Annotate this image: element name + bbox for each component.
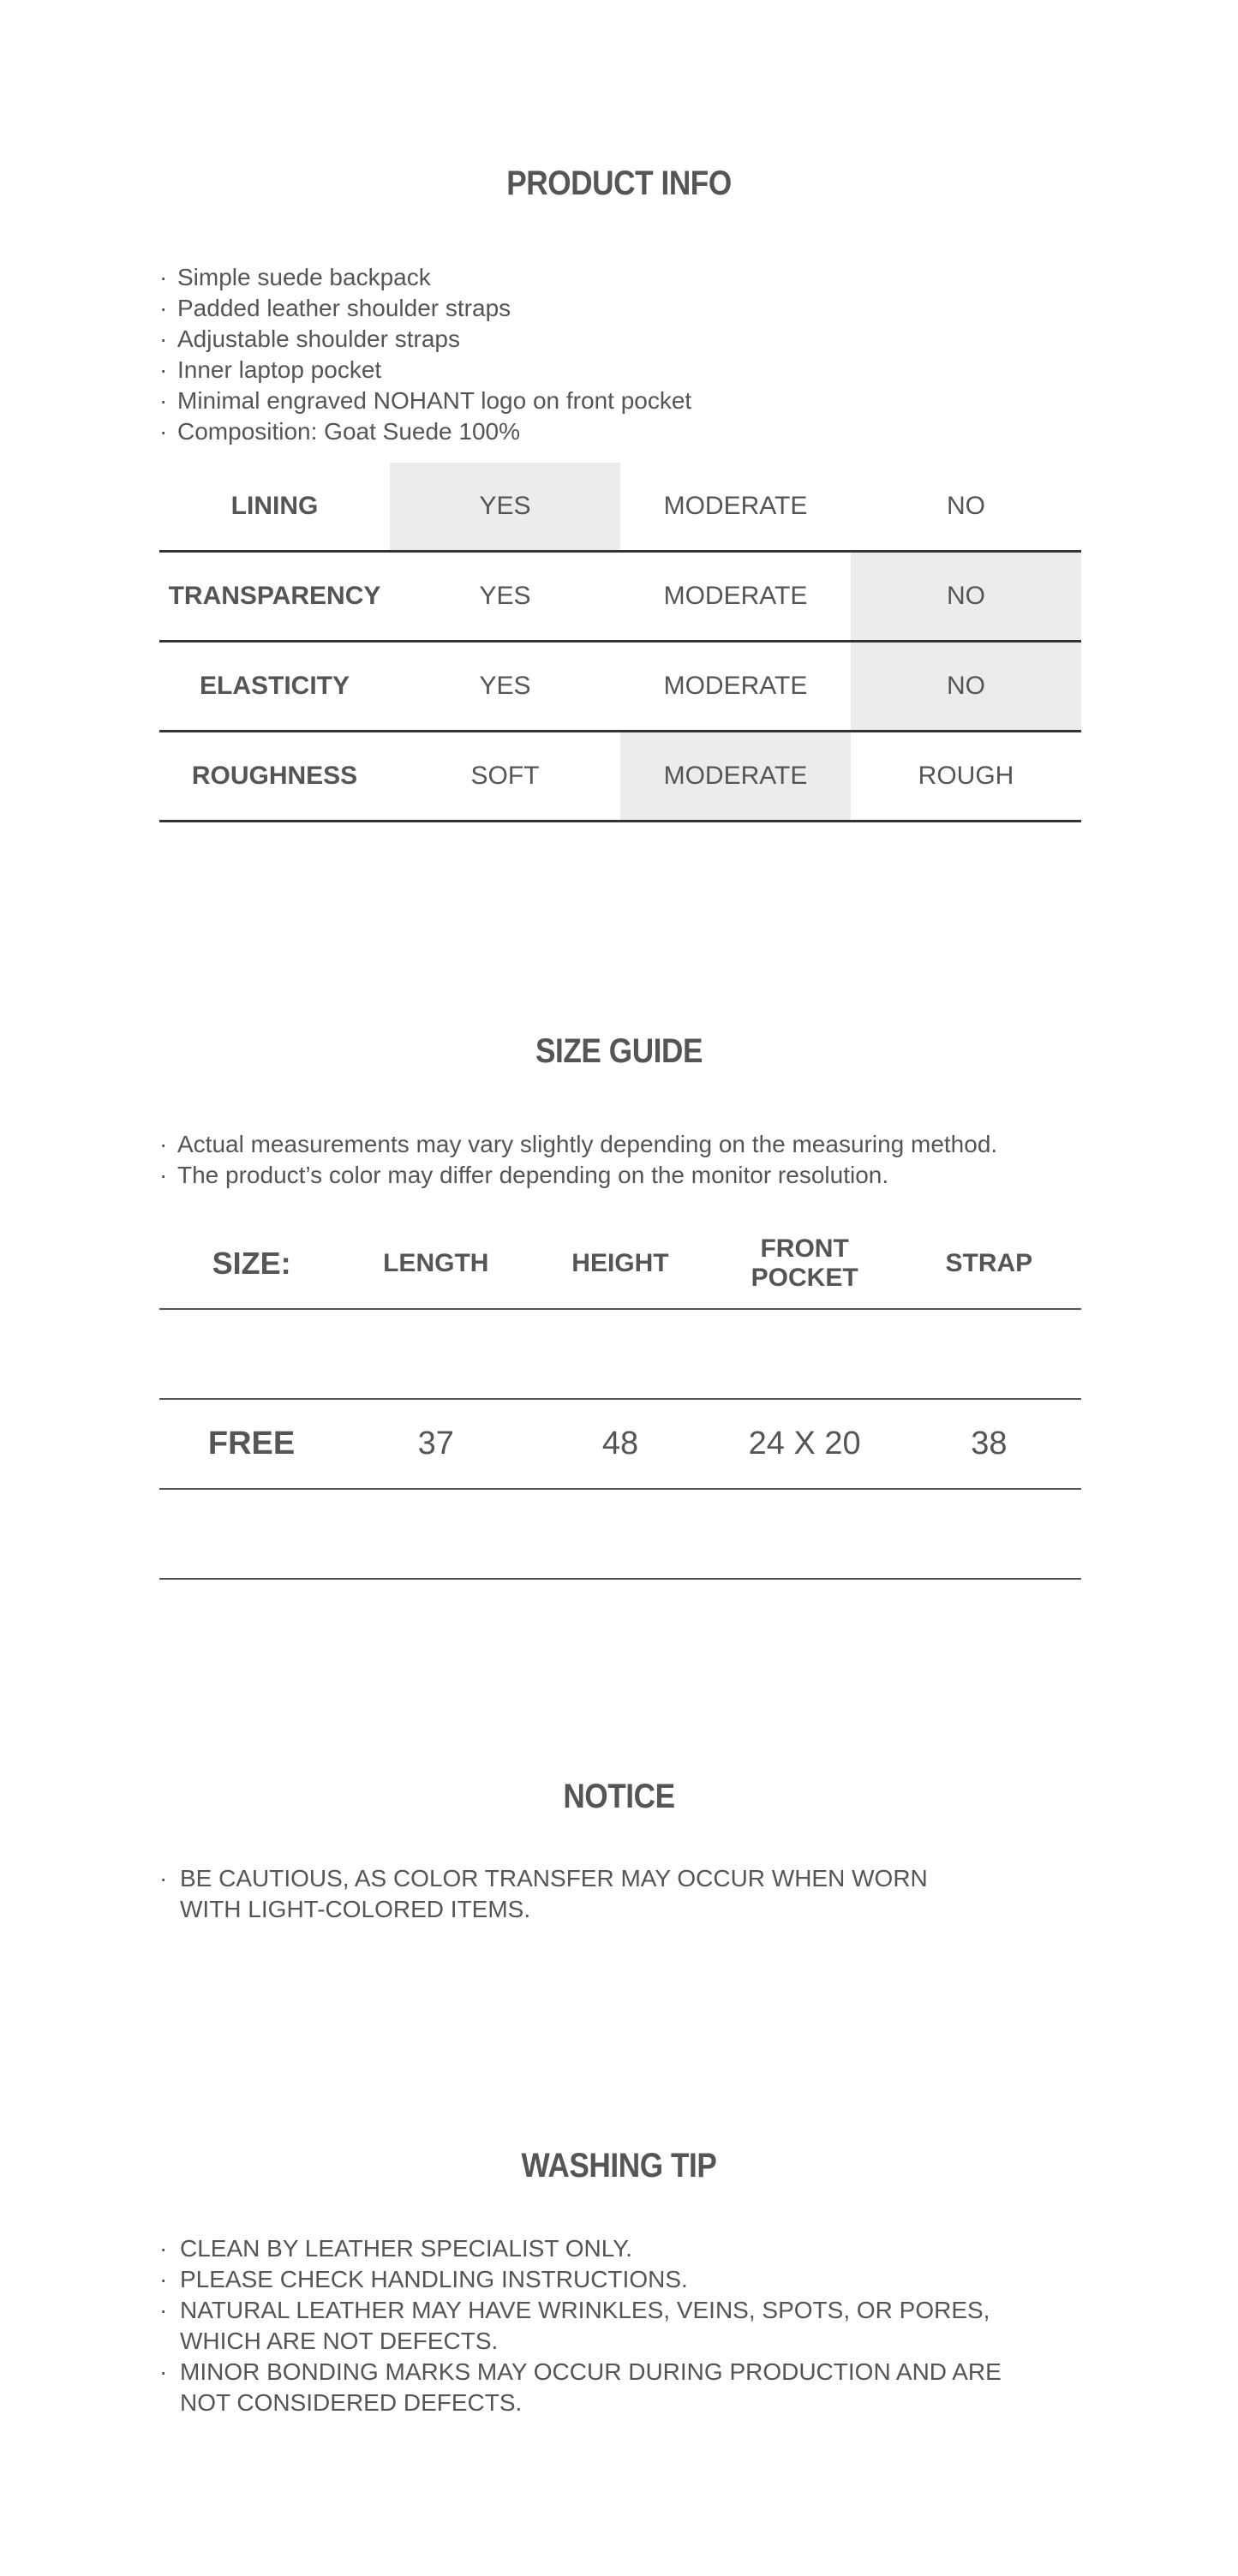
bullet-dot: · [159,2266,168,2292]
info-row-label: LINING [230,492,319,520]
size-table-empty-row [159,1490,1081,1580]
info-row-elasticity [159,643,1081,732]
size-table [159,1218,1081,1580]
size-header-cell: LENGTH [383,1248,489,1277]
size-value-cell: 48 [601,1425,639,1461]
bullet-item [159,1160,997,1191]
bullet-item [159,2295,1002,2357]
info-row-roughness [159,732,1081,822]
bullet-dot: · [159,418,168,445]
bullet-item [159,324,691,355]
info-row-label: ROUGHNESS [191,762,358,790]
info-row-label: TRANSPARENCY [168,582,381,610]
bullet-item [159,1129,997,1160]
bullet-item [159,355,691,386]
info-option: ROUGH [918,762,1014,790]
product-info-bullets [159,262,691,447]
size-guide-title: SIZE GUIDE [535,1032,703,1070]
info-row-lining [159,463,1081,553]
bullet-dot: · [159,2358,168,2385]
info-option-selected: MODERATE [620,732,851,820]
bullet-text: Padded leather shoulder straps [177,295,511,321]
bullet-item [159,2264,1002,2295]
bullet-dot: · [159,356,168,383]
bullet-item [159,416,691,447]
notice-title: NOTICE [563,1778,675,1815]
bullet-text: PLEASE CHECK HANDLING INSTRUCTIONS. [180,2266,688,2292]
washing-tip-title: WASHING TIP [521,2147,717,2185]
bullet-item [159,262,691,293]
bullet-dot: · [159,295,168,321]
size-header-cell: HEIGHT [571,1248,669,1277]
size-label-cell: FREE [207,1425,296,1461]
bullet-item [159,2233,1002,2264]
bullet-text: BE CAUTIOUS, AS COLOR TRANSFER MAY OCCUR WHEN WORN WITH LIGHT-COLORED ITEMS. [180,1865,928,1922]
bullet-text: Actual measurements may vary slightly depending on the measuring method. [177,1131,998,1157]
size-table-empty-row [159,1310,1081,1400]
bullet-dot: · [159,1865,168,1892]
bullet-dot: · [159,1131,168,1157]
info-option: MODERATE [663,492,808,520]
bullet-dot: · [159,2235,168,2262]
bullet-dot: · [159,1162,168,1188]
size-table-header [159,1218,1081,1310]
size-header-cell: FRONT POCKET [751,1234,858,1292]
bullet-dot: · [159,326,168,352]
bullet-text: NATURAL LEATHER MAY HAVE WRINKLES, VEINS, SPOTS, OR PORES, WHICH ARE NOT DEFECTS. [180,2297,990,2354]
bullet-text: Minimal engraved NOHANT logo on front pocket [177,387,692,414]
bullet-item [159,386,691,416]
info-option-selected: NO [851,643,1081,730]
bullet-item [159,293,691,324]
info-option: YES [479,672,531,700]
size-header-cell: SIZE: [212,1245,291,1281]
bullet-dot: · [159,2297,168,2323]
bullet-text: Inner laptop pocket [177,356,382,383]
size-header-cell: STRAP [945,1248,1033,1277]
washing-tip-bullets [159,2233,1002,2418]
bullet-item [159,1863,928,1925]
bullet-dot: · [159,387,168,414]
bullet-dot: · [159,264,168,290]
info-option: NO [947,492,985,520]
bullet-text: CLEAN BY LEATHER SPECIALIST ONLY. [180,2235,633,2262]
size-value-cell: 37 [417,1425,454,1461]
size-row [159,1400,1081,1490]
info-row-transparency [159,553,1081,643]
info-option: SOFT [470,762,540,790]
bullet-text: Simple suede backpack [177,264,431,290]
bullet-text: The product’s color may differ depending on the monitor resolution. [177,1162,889,1188]
bullet-text: MINOR BONDING MARKS MAY OCCUR DURING PRODUCTION AND ARE NOT CONSIDERED DEFECTS. [180,2358,1002,2416]
product-info-table [159,463,1081,822]
size-value-cell: 38 [971,1425,1008,1461]
product-info-title: PRODUCT INFO [506,164,732,202]
info-option-selected: NO [851,553,1081,640]
info-option: YES [479,582,531,610]
size-guide-bullets [159,1129,997,1191]
size-value-cell: 24 X 20 [748,1425,861,1461]
info-option-selected: YES [390,463,620,550]
notice-bullets [159,1863,928,1925]
info-option: MODERATE [663,672,808,700]
bullet-item [159,2357,1002,2418]
bullet-text: Adjustable shoulder straps [177,326,460,352]
info-row-label: ELASTICITY [199,672,350,700]
bullet-text: Composition: Goat Suede 100% [177,418,521,445]
info-option: MODERATE [663,582,808,610]
